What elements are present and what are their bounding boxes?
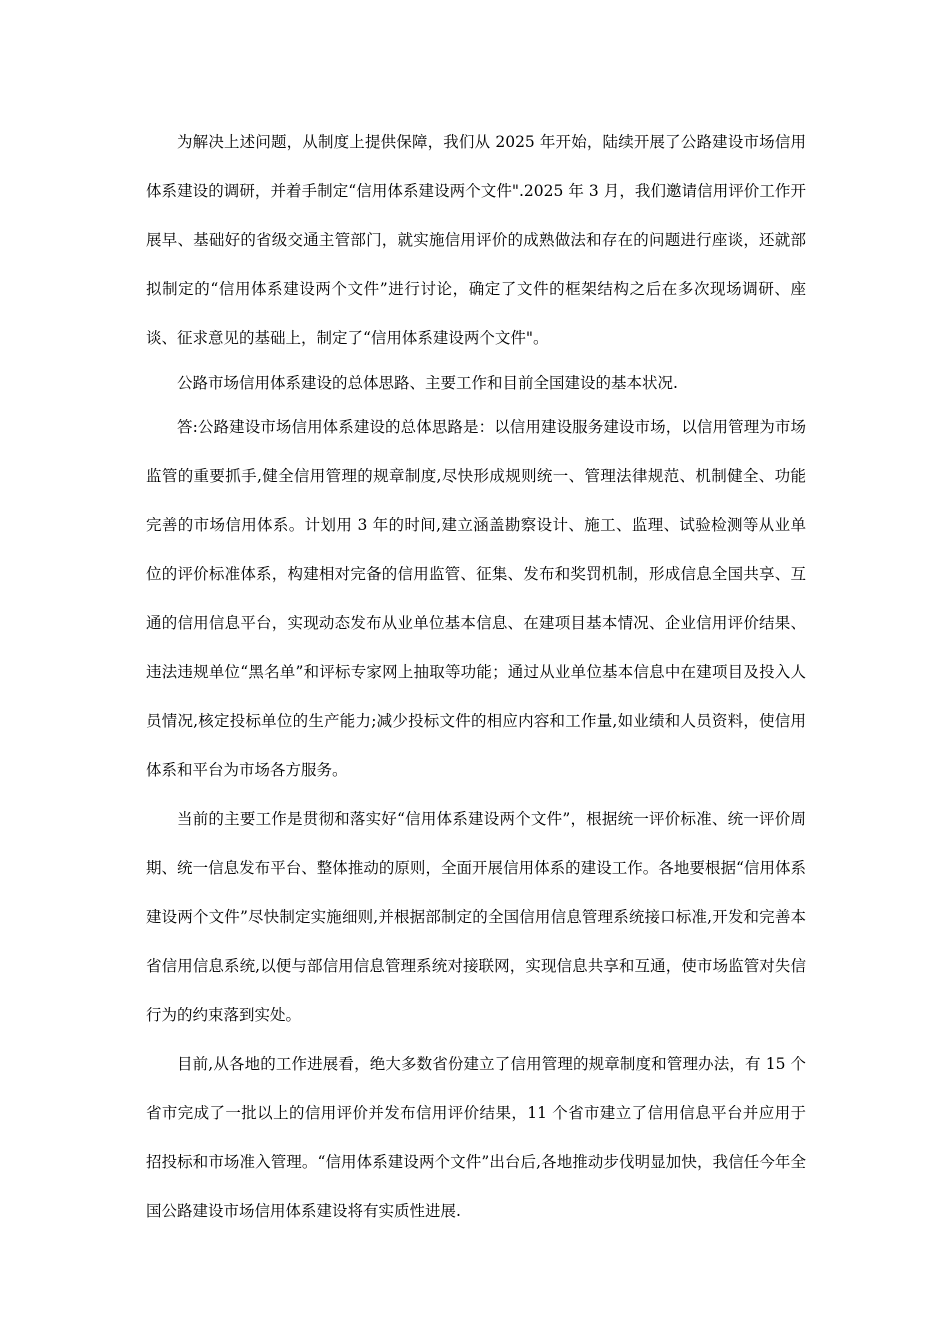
- paragraph-current-work: 当前的主要工作是贯彻和落实好“信用体系建设两个文件”，根据统一评价标准、统一评价周期、统一信息发布平台、整体推动的原则，全面开展信用体系的建设工作。各地要根据“信用体系建设两个文件”尽快制定实施细则,并根据部制定的全国信用信息管理系统接口标准,开发和完善本省信用信息系统,以便与部信用信息管理系统对接联网，实现信息共享和互通，使市场监管对失信行为的约束落到实处。: [146, 810, 806, 1024]
- paragraph-progress: 目前,从各地的工作进展看，绝大多数省份建立了信用管理的规章制度和管理办法，有 15 个省市完成了一批以上的信用评价并发布信用评价结果，11 个省市建立了信用信息平台并应用于招投标和市场准入管理。“信用体系建设两个文件”出台后,各地推动步伐明显加快，我信任今年全国公路建设市场信用体系建设将有实质性进展.: [146, 1055, 806, 1220]
- paragraph-background: 为解决上述问题，从制度上提供保障，我们从 2025 年开始，陆续开展了公路建设市场信用体系建设的调研，并着手制定“信用体系建设两个文件".2025 年 3 月，我们邀请信用评价工作开展早、基础好的省级交通主管部门，就实施信用评价的成熟做法和存在的问题进行座谈，还就部拟制定的“信用体系建设两个文件”进行讨论，确定了文件的框架结构之后在多次现场调研、座谈、征求意见的基础上，制定了“信用体系建设两个文件"。: [146, 133, 806, 347]
- document-body: [146, 118, 806, 1236]
- paragraph-answer-overall: 答:公路建设市场信用体系建设的总体思路是：以信用建设服务建设市场，以信用管理为市场监管的重要抓手,健全信用管理的规章制度,尽快形成规则统一、管理法律规范、机制健全、功能完善的市场信用体系。计划用 3 年的时间,建立涵盖勘察设计、施工、监理、试验检测等从业单位的评价标准体系，构建相对完备的信用监管、征集、发布和奖罚机制，形成信息全国共享、互通的信用信息平台，实现动态发布从业单位基本信息、在建项目基本情况、企业信用评价结果、违法违规单位“黑名单”和评标专家网上抽取等功能；通过从业单位基本信息中在建项目及投入人员情况,核定投标单位的生产能力;减少投标文件的相应内容和工作量,如业绩和人员资料，使信用体系和平台为市场各方服务。: [146, 418, 806, 779]
- paragraph-question: 公路市场信用体系建设的总体思路、主要工作和目前全国建设的基本状况.: [177, 374, 678, 392]
